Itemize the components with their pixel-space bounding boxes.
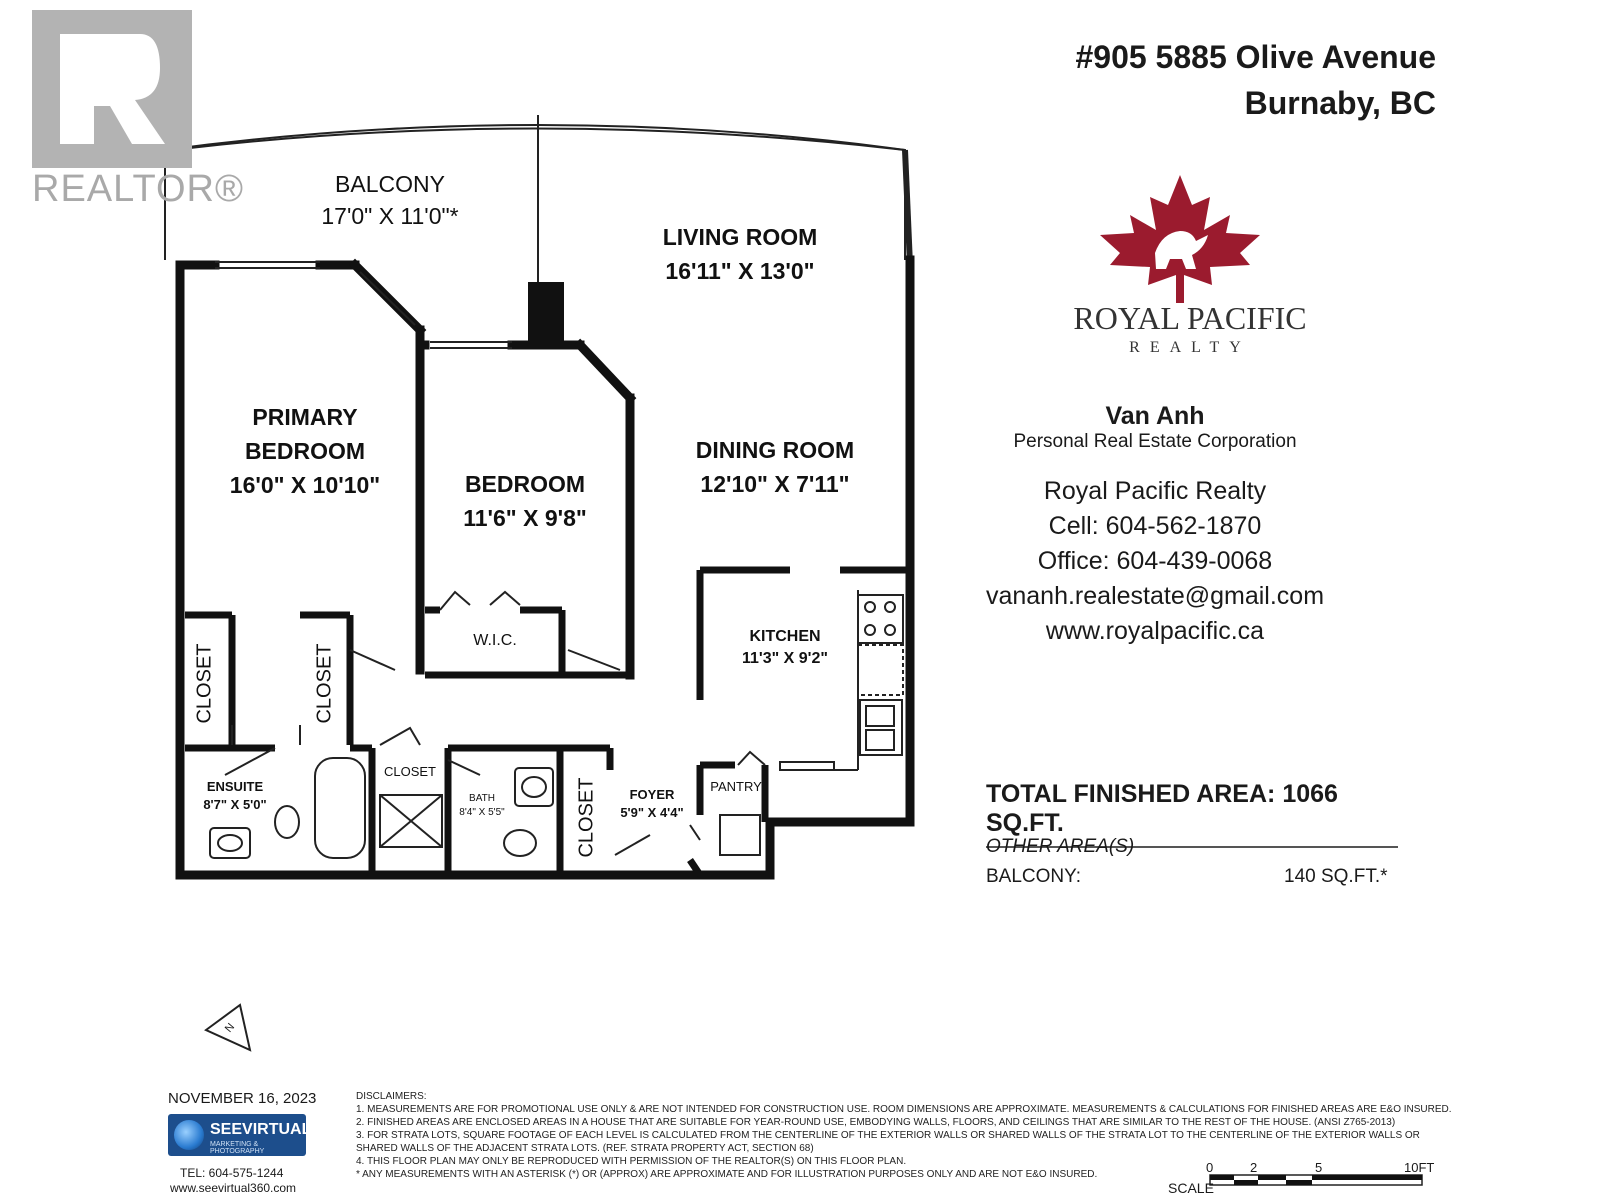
room-dining: [665, 433, 885, 501]
room-foyer-dims: 5'9" X 4'4": [620, 805, 684, 820]
room-bedroom-name: BEDROOM: [464, 471, 586, 497]
room-ensuite-dims: 8'7" X 5'0": [203, 797, 267, 812]
balcony-area-value: 140 SQ.FT.*: [1284, 866, 1388, 887]
agent-block: [980, 402, 1330, 453]
agent-title: Personal Real Estate Corporation: [1013, 431, 1297, 452]
room-bedroom: [435, 467, 615, 535]
disclaimers: [356, 1090, 1452, 1181]
room-closet-4: CLOSET: [575, 777, 598, 858]
disclaimer-line: * ANY MEASUREMENTS WITH AN ASTERISK (*) OR (APPROX) ARE APPROXIMATE AND FOR ILLUSTRATION PURPOSES ONLY AND ARE NOT E&O INSURED.: [356, 1169, 1098, 1180]
room-ensuite: [190, 778, 280, 814]
room-bath-name: BATH: [469, 793, 495, 804]
north-label: N: [222, 1021, 238, 1035]
brokerage-logo: [1040, 300, 1340, 357]
maple-leaf-logo: [1100, 175, 1260, 305]
room-kitchen-name: KITCHEN: [749, 628, 821, 645]
brokerage-sub: REALTY: [1129, 339, 1251, 356]
room-bedroom-dims: 11'6" X 9'8": [463, 505, 587, 531]
scale-tick: 10FT: [1404, 1160, 1435, 1175]
seevirtual-website: www.seevirtual360.com: [170, 1181, 297, 1195]
disclaimer-title: DISCLAIMERS:: [356, 1091, 427, 1102]
room-foyer-name: FOYER: [629, 787, 675, 802]
disclaimer-line: 1. MEASUREMENTS ARE FOR PROMOTIONAL USE ONLY & ARE NOT INTENDED FOR CONSTRUCTION USE. ROOM DIMENSIONS ARE APPROXIMATE. MEASUREMENTS & CALCULATIONS FOR FINISHED AREAS ARE E&O INSURED.: [356, 1104, 1452, 1115]
scale-tick: 2: [1250, 1160, 1258, 1175]
seevirtual-sub: MARKETING & PHOTOGRAPHY: [210, 1141, 265, 1155]
seevirtual-name: SEEVIRTUAL: [210, 1121, 312, 1138]
total-area-value: 1066 SQ.FT.: [986, 780, 1338, 837]
room-balcony-dims: 17'0" X 11'0"*: [321, 203, 459, 229]
room-living: [640, 220, 840, 288]
agent-company: Royal Pacific Realty: [1043, 477, 1267, 505]
room-closet-3: CLOSET: [383, 764, 436, 779]
room-primary-bedroom: [205, 400, 405, 502]
address-line1: #905 5885 Olive Avenue: [1075, 39, 1436, 75]
scale-tick: 5: [1315, 1160, 1323, 1175]
room-living-dims: 16'11" X 13'0": [665, 258, 815, 284]
room-primary-name2: BEDROOM: [244, 438, 366, 464]
disclaimer-line: 2. FINISHED AREAS ARE ENCLOSED AREAS IN A HOUSE THAT ARE SUITABLE FOR YEAR-ROUND USE, EMBODYING WALLS, FLOORS, AND CEILINGS THAT ARE SIMILAR TO THE REST OF THE HOUSE. (ANSI Z765-2013): [356, 1117, 1396, 1128]
room-primary-name1: PRIMARY: [252, 404, 358, 430]
room-bath-dims: 8'4" X 5'5": [459, 807, 505, 818]
room-closet-1: CLOSET: [193, 643, 216, 724]
room-primary-dims: 16'0" X 10'10": [229, 472, 381, 498]
room-dining-name: DINING ROOM: [695, 437, 855, 463]
agent-office: Office: 604-439-0068: [1037, 547, 1273, 575]
brokerage-name: ROYAL PACIFIC: [1073, 300, 1307, 336]
agent-email: vananh.realestate@gmail.com: [985, 582, 1325, 610]
room-pantry: PANTRY: [710, 779, 762, 794]
seevirtual-logo: [168, 1114, 312, 1156]
structural-column: [528, 282, 564, 346]
agent-cell: Cell: 604-562-1870: [1048, 512, 1262, 540]
realtor-logo-text: REALTOR®: [32, 168, 244, 210]
room-balcony: [300, 168, 480, 232]
room-foyer: [612, 786, 692, 822]
room-closet-2: CLOSET: [313, 643, 336, 724]
total-area-label: TOTAL FINISHED AREA:: [986, 780, 1276, 808]
seevirtual-tel: TEL: 604-575-1244: [180, 1166, 284, 1180]
scale-tick: 0: [1206, 1160, 1214, 1175]
disclaimer-line: 3. FOR STRATA LOTS, SQUARE FOOTAGE OF EACH LEVEL IS CALCULATED FROM THE CENTERLINE OF THE EXTERIOR WALLS OR SHARED WALLS OF THE STRATA LOT TO THE CENTERLINE OF THE EXTERIOR WALLS OR: [356, 1130, 1420, 1141]
disclaimer-line: SHARED WALLS OF THE ADJACENT STRATA LOTS. (REF. STRATA PROPERTY ACT, SECTION 68): [356, 1143, 814, 1154]
room-wic: W.I.C.: [473, 632, 517, 649]
balcony-area-label: BALCONY:: [986, 866, 1082, 887]
other-areas-label: OTHER AREA(S): [986, 836, 1135, 857]
scale-label: SCALE: [1168, 1180, 1214, 1196]
room-bath: [452, 792, 512, 820]
room-kitchen: [720, 626, 850, 670]
room-balcony-name: BALCONY: [335, 171, 445, 197]
room-kitchen-dims: 11'3" X 9'2": [742, 650, 828, 667]
plan-date: NOVEMBER 16, 2023: [168, 1090, 317, 1107]
agent-website: www.royalpacific.ca: [1045, 617, 1265, 645]
room-dining-dims: 12'10" X 7'11": [700, 471, 850, 497]
agent-name: Van Anh: [1105, 402, 1205, 430]
contact-block: [980, 474, 1330, 649]
room-ensuite-name: ENSUITE: [206, 779, 264, 794]
room-living-name: LIVING ROOM: [662, 224, 818, 250]
seevirtual-orb-icon: [174, 1120, 204, 1150]
disclaimer-line: 4. THIS FLOOR PLAN MAY ONLY BE REPRODUCED WITH PERMISSION OF THE REALTOR(S) ON THIS FLOOR PLAN.: [356, 1156, 907, 1167]
address-line2: Burnaby, BC: [1244, 85, 1436, 121]
